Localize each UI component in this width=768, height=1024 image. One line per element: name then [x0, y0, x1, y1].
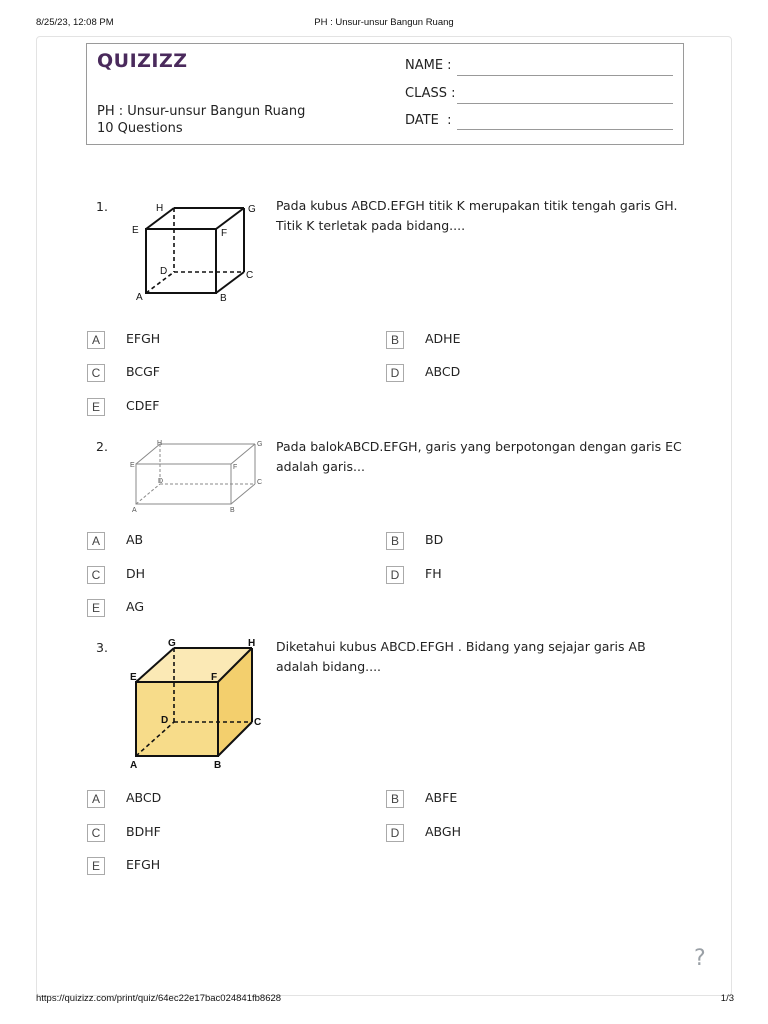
option-d-box[interactable]: D	[386, 824, 404, 842]
option-b-box[interactable]: B	[386, 790, 404, 808]
name-line	[457, 75, 673, 76]
label-a: A	[136, 292, 143, 303]
label-d: D	[158, 478, 164, 485]
option-d-text[interactable]: ABGH	[425, 824, 461, 839]
label-h: H	[248, 638, 256, 649]
question-line: adalah bidang....	[276, 659, 382, 674]
label-h: H	[157, 440, 163, 447]
option-a-text[interactable]: EFGH	[126, 331, 161, 346]
label-b: B	[214, 760, 222, 771]
date-label: DATE :	[405, 113, 452, 128]
option-c-box[interactable]: C	[87, 364, 105, 382]
option-b-text[interactable]: ABFE	[425, 790, 458, 805]
option-b-text[interactable]: ADHE	[425, 331, 461, 346]
question-line: Pada balokABCD.EFGH, garis yang berpotongan dengan garis EC	[276, 439, 682, 454]
date-line	[457, 129, 673, 130]
option-a-box[interactable]: A	[87, 331, 105, 349]
option-e-box[interactable]: E	[87, 599, 105, 617]
option-e-text[interactable]: CDEF	[126, 398, 160, 413]
option-d-text[interactable]: FH	[425, 566, 442, 581]
label-e: E	[130, 672, 137, 683]
question-line: Pada kubus ABCD.EFGH titik K merupakan titik tengah garis GH.	[276, 198, 678, 213]
question-line: adalah garis...	[276, 459, 365, 474]
quiz-title: PH : Unsur-unsur Bangun Ruang	[97, 104, 306, 119]
cube-figure	[126, 196, 266, 308]
label-g: G	[248, 204, 256, 215]
cuboid-figure	[126, 436, 266, 516]
option-a-box[interactable]: A	[87, 532, 105, 550]
print-doc-title: PH : Unsur-unsur Bangun Ruang	[314, 17, 454, 28]
name-label: NAME :	[405, 58, 452, 73]
label-b: B	[220, 293, 227, 304]
label-e: E	[132, 225, 139, 236]
print-datetime: 8/25/23, 12:08 PM	[36, 17, 114, 28]
label-a: A	[132, 507, 137, 514]
label-b: B	[230, 507, 235, 514]
option-c-box[interactable]: C	[87, 566, 105, 584]
option-c-text[interactable]: BCGF	[126, 364, 160, 379]
quiz-sheet	[36, 36, 732, 996]
question-number: 1.	[96, 199, 108, 214]
option-e-text[interactable]: AG	[126, 599, 145, 614]
question-mark-icon[interactable]: ?	[694, 946, 706, 971]
label-g: G	[257, 441, 263, 448]
label-f: F	[221, 228, 228, 239]
label-c: C	[254, 717, 262, 728]
question-text	[276, 196, 686, 236]
option-a-box[interactable]: A	[87, 790, 105, 808]
option-c-box[interactable]: C	[87, 824, 105, 842]
question-number: 3.	[96, 640, 108, 655]
label-f: F	[211, 672, 218, 683]
question-number: 2.	[96, 439, 108, 454]
label-d: D	[160, 266, 168, 277]
option-b-text[interactable]: BD	[425, 532, 444, 547]
page-number: 1/3	[720, 993, 734, 1004]
question-count: 10 Questions	[97, 121, 183, 136]
label-e: E	[130, 462, 135, 469]
question-line: Diketahui kubus ABCD.EFGH . Bidang yang sejajar garis AB	[276, 639, 646, 654]
option-a-text[interactable]: ABCD	[126, 790, 162, 805]
option-e-text[interactable]: EFGH	[126, 857, 161, 872]
quiz-header-box	[86, 43, 684, 145]
option-b-box[interactable]: B	[386, 331, 404, 349]
class-line	[457, 103, 673, 104]
label-h: H	[156, 203, 164, 214]
print-url[interactable]: https://quizizz.com/print/quiz/64ec22e17bac024841fb8628	[36, 993, 282, 1004]
label-f: F	[233, 464, 238, 471]
label-a: A	[130, 760, 138, 771]
option-d-box[interactable]: D	[386, 566, 404, 584]
option-e-box[interactable]: E	[87, 398, 105, 416]
label-d: D	[161, 715, 169, 726]
option-a-text[interactable]: AB	[126, 532, 144, 547]
option-e-box[interactable]: E	[87, 857, 105, 875]
cube-figure	[126, 634, 266, 776]
question-line: Titik K terletak pada bidang....	[276, 218, 466, 233]
question-text	[276, 637, 686, 677]
quizizz-logo: QUIZIZZ	[97, 50, 188, 72]
option-d-text[interactable]: ABCD	[425, 364, 461, 379]
class-label: CLASS :	[405, 86, 456, 101]
option-c-text[interactable]: DH	[126, 566, 146, 581]
label-g: G	[168, 638, 176, 649]
label-c: C	[257, 479, 263, 486]
question-text	[276, 437, 686, 477]
option-b-box[interactable]: B	[386, 532, 404, 550]
option-d-box[interactable]: D	[386, 364, 404, 382]
option-c-text[interactable]: BDHF	[126, 824, 161, 839]
label-c: C	[246, 270, 254, 281]
